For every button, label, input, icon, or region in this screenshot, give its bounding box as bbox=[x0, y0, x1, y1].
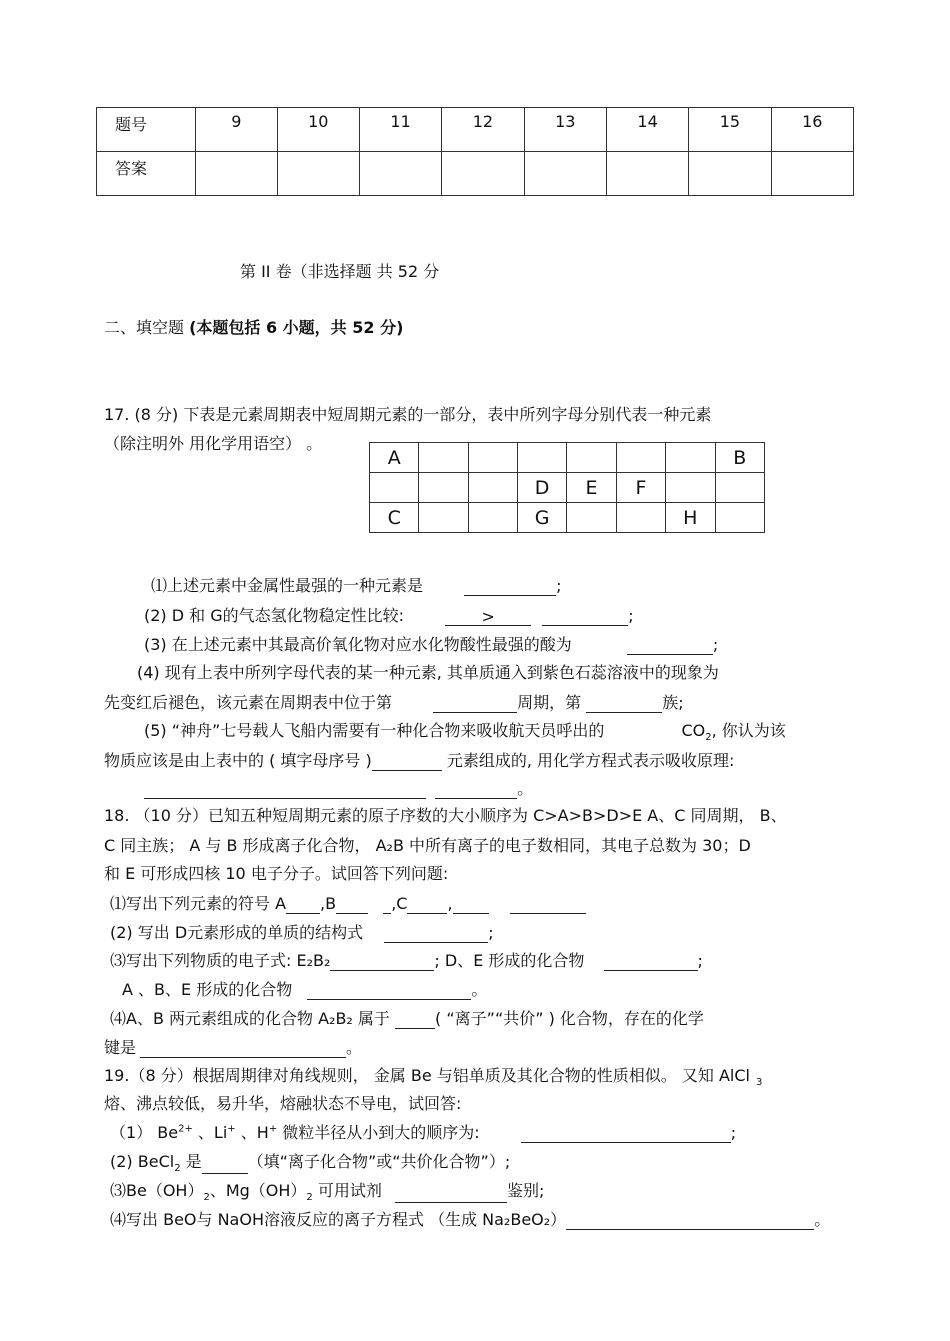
pt-cell bbox=[468, 503, 517, 533]
answer-cell[interactable] bbox=[524, 152, 606, 196]
label-c: ,C bbox=[391, 894, 408, 913]
subscript: 3 bbox=[755, 1077, 763, 1089]
answer-row-label: 答案 bbox=[97, 152, 196, 196]
blank-input[interactable] bbox=[453, 895, 489, 914]
answer-cell[interactable] bbox=[359, 152, 441, 196]
q17-sub4b bbox=[104, 690, 684, 713]
q18-sub1 bbox=[110, 891, 586, 914]
blank-input[interactable] bbox=[372, 752, 442, 771]
q17-sub2 bbox=[144, 603, 634, 626]
q19-sub3 bbox=[110, 1178, 544, 1203]
h-ion: 、H bbox=[235, 1123, 269, 1142]
q18-sub4-text: ⑷A、B 两元素组成的化合物 A₂B₂ 属于 bbox=[110, 1009, 390, 1028]
answer-cell[interactable] bbox=[606, 152, 688, 196]
pt-cell: B bbox=[715, 443, 764, 473]
blank-input[interactable] bbox=[407, 895, 447, 914]
blank-input[interactable] bbox=[435, 780, 517, 799]
part2-heading bbox=[104, 315, 403, 338]
question-number: 14 bbox=[606, 108, 688, 152]
q18-line3: 和 E 可形成四核 10 电子分子。试回答下列问题: bbox=[104, 864, 449, 883]
question-number: 9 bbox=[196, 108, 278, 152]
q18-sub3-mid: ; D、E 形成的化合物 bbox=[434, 951, 585, 970]
punct: 。 bbox=[814, 1210, 831, 1229]
pt-cell bbox=[567, 503, 616, 533]
punct: 。 bbox=[346, 1038, 363, 1057]
q19-sub3-text: 可用试剂 bbox=[312, 1181, 382, 1200]
pt-cell bbox=[419, 503, 468, 533]
question-number: 13 bbox=[524, 108, 606, 152]
subscript: 2 bbox=[203, 1192, 210, 1204]
pt-cell bbox=[715, 473, 764, 503]
q18-line1: 18. （10 分）已知五种短周期元素的原子序数的大小顺序为 C>A>B>D>E A、C 同周期， B、 bbox=[104, 806, 787, 825]
q18-sub2-text: (2) 写出 D元素形成的单质的结构式 bbox=[110, 923, 364, 942]
blank-input[interactable] bbox=[586, 694, 662, 713]
answer-table bbox=[96, 107, 854, 196]
be-ion: （1） Be bbox=[110, 1123, 179, 1142]
q19-sub4 bbox=[110, 1207, 830, 1230]
blank-input[interactable] bbox=[433, 694, 517, 713]
blank-input[interactable] bbox=[521, 1124, 731, 1143]
q18-sub4 bbox=[110, 1006, 704, 1029]
q17-line1: 17. (8 分) 下表是元素周期表中短周期元素的一部分，表中所列字母分别代表一种元素 bbox=[104, 405, 712, 424]
blank-input[interactable] bbox=[140, 1039, 346, 1058]
q17-sub3-text: (3) 在上述元素中其最高价氧化物对应水化物酸性最强的酸为 bbox=[144, 635, 572, 654]
answer-cell[interactable] bbox=[771, 152, 853, 196]
question-number: 12 bbox=[442, 108, 524, 152]
q17-sub5b-end: 元素组成的, 用化学方程式表示吸收原理: bbox=[441, 751, 735, 770]
punct: ; bbox=[488, 923, 494, 942]
q19-sub2 bbox=[110, 1149, 510, 1174]
punct: 。 bbox=[517, 779, 534, 798]
punct: ; bbox=[556, 576, 562, 595]
pt-cell bbox=[517, 443, 566, 473]
answer-cell[interactable] bbox=[442, 152, 524, 196]
pt-cell bbox=[567, 443, 616, 473]
answer-cell[interactable] bbox=[196, 152, 278, 196]
punct: 。 bbox=[471, 980, 488, 999]
pt-cell bbox=[715, 503, 764, 533]
blank-input[interactable] bbox=[330, 952, 434, 971]
blank-input[interactable] bbox=[604, 952, 698, 971]
q19-line2: 熔、沸点较低，易升华，熔融状态不导电，试回答: bbox=[104, 1094, 462, 1113]
co2-label: CO bbox=[681, 721, 706, 740]
q18-line2: C 同主族； A 与 B 形成离子化合物， A₂B 中所有离子的电子数相同，其电子总数为 30；D bbox=[104, 836, 751, 855]
q17-sub1-text: ⑴上述元素中金属性最强的一种元素是 bbox=[151, 576, 424, 595]
mg-oh2-label: 、Mg（OH） bbox=[209, 1181, 307, 1200]
blank-input[interactable] bbox=[566, 1211, 814, 1230]
part2-prefix: 二、填空题 bbox=[104, 318, 190, 337]
punct: ; bbox=[628, 606, 634, 625]
blank-input[interactable] bbox=[336, 895, 368, 914]
pt-cell: D bbox=[517, 473, 566, 503]
q19-line1 bbox=[104, 1063, 762, 1088]
pt-cell bbox=[468, 473, 517, 503]
q17-sub4b-mid: 周期，第 bbox=[517, 693, 582, 712]
punct: ; bbox=[697, 951, 703, 970]
blank-input[interactable] bbox=[627, 636, 713, 655]
punct: ; bbox=[712, 635, 719, 654]
blank-input[interactable] bbox=[445, 607, 531, 626]
question-number: 11 bbox=[359, 108, 441, 152]
blank-input[interactable] bbox=[286, 895, 320, 914]
question-number: 10 bbox=[277, 108, 359, 152]
subscript: 2 bbox=[306, 1192, 313, 1204]
gt-sign: > bbox=[481, 607, 495, 626]
pt-cell bbox=[616, 443, 665, 473]
blank-input[interactable] bbox=[307, 981, 471, 1000]
q17-sub5a bbox=[144, 718, 786, 743]
part2-scope: (本题包括 6 小题，共 52 分) bbox=[189, 318, 404, 337]
q18-sub4-mid: ( “离子”“共价” ) 化合物，存在的化学 bbox=[435, 1009, 704, 1028]
blank-input[interactable] bbox=[384, 924, 488, 943]
blank-input[interactable] bbox=[395, 1184, 507, 1203]
q18-sub2 bbox=[110, 920, 494, 943]
li-ion: 、Li bbox=[192, 1123, 228, 1142]
answer-cell[interactable] bbox=[689, 152, 771, 196]
q19-sub2-end: （填“离子化合物”或“共价化合物”）; bbox=[247, 1152, 511, 1171]
q18-sub1-text: ⑴写出下列元素的符号 A bbox=[110, 894, 287, 913]
pt-cell: H bbox=[666, 503, 715, 533]
blank-input[interactable] bbox=[542, 607, 628, 626]
blank-input[interactable] bbox=[395, 1010, 435, 1029]
pt-cell bbox=[616, 503, 665, 533]
subscript: 2 bbox=[705, 732, 712, 744]
q18-sub3 bbox=[110, 948, 703, 971]
pt-cell: E bbox=[567, 473, 616, 503]
answer-table-header-label: 题号 bbox=[97, 108, 196, 152]
section-title: 第 II 卷（非选择题 共 52 分 bbox=[240, 262, 440, 281]
pt-cell: F bbox=[616, 473, 665, 503]
question-number: 15 bbox=[689, 108, 771, 152]
q17-sub5c bbox=[144, 776, 533, 799]
q17-sub5a-text: (5) “神舟”七号载人飞船内需要有一种化合物来吸收航天员呼出的 bbox=[144, 721, 605, 740]
pt-cell bbox=[468, 443, 517, 473]
q17-sub5b bbox=[104, 748, 734, 771]
superscript: + bbox=[268, 1123, 278, 1135]
punct: , bbox=[447, 894, 453, 913]
blank-input[interactable] bbox=[510, 895, 586, 914]
q19-sub1-text: 微粒半径从小到大的顺序为: bbox=[277, 1123, 480, 1142]
superscript: + bbox=[227, 1123, 236, 1135]
pt-cell bbox=[666, 473, 715, 503]
q18-sub4b bbox=[104, 1035, 362, 1058]
q19-line1-text: 19.（8 分）根据周期律对角线规则， 金属 Be 与铝单质及其化合物的性质相似。 又知 AlCl bbox=[104, 1066, 750, 1085]
subscript: 2 bbox=[174, 1163, 181, 1175]
question-number: 16 bbox=[771, 108, 853, 152]
q17-sub2-text: (2) D 和 G的气态氢化物稳定性比较: bbox=[144, 606, 405, 625]
punct: ; bbox=[730, 1123, 737, 1142]
pt-cell bbox=[419, 443, 468, 473]
pt-cell: A bbox=[370, 443, 419, 473]
q17-sub5b-text: 物质应该是由上表中的 ( 填字母序号 ) bbox=[104, 751, 372, 770]
blank-input[interactable] bbox=[144, 780, 426, 799]
q18-sub3-text: ⑶写出下列物质的电子式: E₂B₂ bbox=[110, 951, 331, 970]
q18-sub4b-text: 键是 bbox=[104, 1038, 137, 1057]
q18-sub3b-text: A 、B、E 形成的化合物 bbox=[122, 980, 293, 999]
pt-cell bbox=[419, 473, 468, 503]
q19-sub1 bbox=[110, 1120, 736, 1143]
be-oh2-label: ⑶Be（OH） bbox=[110, 1181, 204, 1200]
blank-input[interactable] bbox=[202, 1155, 248, 1174]
pt-cell: C bbox=[370, 503, 419, 533]
blank-input[interactable] bbox=[464, 577, 556, 596]
q17-sub3 bbox=[144, 632, 718, 655]
q19-sub3-end: 鉴别; bbox=[506, 1181, 545, 1200]
q17-sub1 bbox=[151, 573, 562, 596]
periodic-table-fragment bbox=[369, 442, 765, 533]
becl2-label: (2) BeCl bbox=[110, 1152, 175, 1171]
q17-sub5a-end: , 你认为该 bbox=[711, 721, 786, 740]
q18-sub3b bbox=[122, 977, 487, 1000]
q17-line2: （除注明外 用化学用语空） 。 bbox=[104, 434, 323, 453]
pt-cell bbox=[370, 473, 419, 503]
answer-cell[interactable] bbox=[277, 152, 359, 196]
q17-sub4b-text: 先变红后褪色，该元素在周期表中位于第 bbox=[104, 693, 393, 712]
pt-cell bbox=[666, 443, 715, 473]
blank-input[interactable] bbox=[383, 895, 391, 914]
q17-sub4b-end: 族; bbox=[662, 693, 684, 712]
superscript: 2+ bbox=[178, 1123, 193, 1135]
q19-sub4-text: ⑷写出 BeO与 NaOH溶液反应的离子方程式 （生成 Na₂BeO₂） bbox=[110, 1210, 567, 1229]
q17-sub4a: (4) 现有上表中所列字母代表的某一种元素, 其单质通入到紫色石蕊溶液中的现象为 bbox=[137, 663, 719, 682]
label-b: ,B bbox=[320, 894, 337, 913]
pt-cell: G bbox=[517, 503, 566, 533]
q19-sub2-text: 是 bbox=[180, 1152, 202, 1171]
